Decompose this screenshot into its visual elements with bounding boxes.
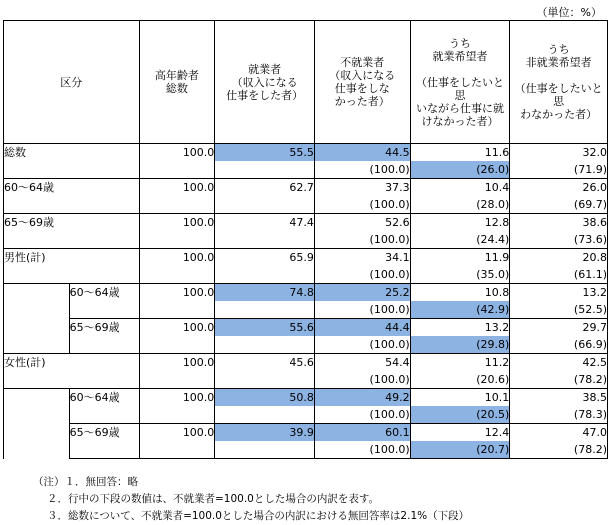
table-row xyxy=(4,179,608,197)
value-cell-sub: (20.5) xyxy=(410,406,510,424)
header-col-not-want-work: うち 非就業希望者 （仕事をしたいと思 わなかった者） xyxy=(510,21,608,144)
value-cell-sub xyxy=(139,336,215,354)
value-cell-sub xyxy=(215,161,315,179)
value-cell: 11.6 xyxy=(410,144,510,162)
value-cell: 47.0 xyxy=(510,424,608,442)
value-cell-sub: (73.6) xyxy=(510,231,608,249)
value-cell-sub: (52.5) xyxy=(510,301,608,319)
value-cell-sub: (28.0) xyxy=(410,196,510,214)
value-cell-sub xyxy=(139,371,215,389)
value-cell-sub xyxy=(215,441,315,459)
indent-spacer xyxy=(4,284,70,319)
row-label: 65～69歳 xyxy=(4,214,140,249)
value-cell-sub: (20.7) xyxy=(410,441,510,459)
value-cell-sub xyxy=(215,266,315,284)
value-cell: 11.2 xyxy=(410,354,510,372)
value-cell: 13.2 xyxy=(410,319,510,337)
value-cell-sub: (35.0) xyxy=(410,266,510,284)
value-cell-sub xyxy=(139,266,215,284)
table-row xyxy=(4,319,608,337)
value-cell-sub: (100.0) xyxy=(314,266,410,284)
header-col-not-employed: 不就業者 （収入になる 仕事をしな かった者） xyxy=(314,21,410,144)
value-cell: 55.6 xyxy=(215,319,315,337)
value-cell-sub: (78.2) xyxy=(510,371,608,389)
value-cell: 26.0 xyxy=(510,179,608,197)
value-cell: 12.8 xyxy=(410,214,510,232)
table-row xyxy=(4,354,608,372)
value-cell-sub: (69.7) xyxy=(510,196,608,214)
footnote-3: ３．総数について、不就業者=100.0とした場合の内訳における無回答率は2.1%（下段） xyxy=(47,510,470,522)
value-cell-sub xyxy=(139,161,215,179)
unit-label: （単位：%） xyxy=(536,6,602,19)
indent-spacer xyxy=(4,389,70,424)
row-label: 60～64歳 xyxy=(4,179,140,214)
header-category: 区分 xyxy=(4,21,140,144)
value-cell: 100.0 xyxy=(139,214,215,232)
value-cell: 65.9 xyxy=(215,249,315,267)
value-cell: 100.0 xyxy=(139,389,215,407)
value-cell: 47.4 xyxy=(215,214,315,232)
value-cell-sub: (71.9) xyxy=(510,161,608,179)
value-cell: 49.2 xyxy=(314,389,410,407)
value-cell: 38.5 xyxy=(510,389,608,407)
row-label: 60～64歳 xyxy=(69,389,139,424)
value-cell-sub: (100.0) xyxy=(314,371,410,389)
value-cell: 32.0 xyxy=(510,144,608,162)
value-cell: 20.8 xyxy=(510,249,608,267)
value-cell-sub xyxy=(215,371,315,389)
employment-table xyxy=(3,20,608,459)
value-cell-sub: (20.6) xyxy=(410,371,510,389)
value-cell-sub: (100.0) xyxy=(314,441,410,459)
footnote-2: ２．行中の下段の数値は、不就業者=100.0とした場合の内訳を表す。 xyxy=(47,493,380,505)
value-cell: 38.6 xyxy=(510,214,608,232)
footnotes xyxy=(33,474,469,525)
value-cell: 100.0 xyxy=(139,424,215,442)
value-cell-sub xyxy=(215,231,315,249)
row-label: 65～69歳 xyxy=(69,424,139,459)
table-row xyxy=(4,284,608,302)
value-cell-sub xyxy=(215,196,315,214)
value-cell: 10.8 xyxy=(410,284,510,302)
value-cell: 100.0 xyxy=(139,179,215,197)
value-cell-sub: (100.0) xyxy=(314,231,410,249)
value-cell-sub: (29.8) xyxy=(410,336,510,354)
value-cell-sub xyxy=(139,231,215,249)
value-cell-sub: (61.1) xyxy=(510,266,608,284)
value-cell-sub xyxy=(139,196,215,214)
value-cell: 60.1 xyxy=(314,424,410,442)
row-label: 65～69歳 xyxy=(69,319,139,354)
row-label: 男性(計) xyxy=(4,249,140,284)
value-cell-sub: (78.2) xyxy=(510,441,608,459)
table-row xyxy=(4,144,608,162)
value-cell-sub: (100.0) xyxy=(314,196,410,214)
value-cell: 100.0 xyxy=(139,249,215,267)
value-cell: 37.3 xyxy=(314,179,410,197)
value-cell: 10.4 xyxy=(410,179,510,197)
value-cell: 39.9 xyxy=(215,424,315,442)
value-cell: 100.0 xyxy=(139,319,215,337)
value-cell: 25.2 xyxy=(314,284,410,302)
value-cell: 45.6 xyxy=(215,354,315,372)
value-cell: 50.8 xyxy=(215,389,315,407)
value-cell-sub: (26.0) xyxy=(410,161,510,179)
header-col-total: 高年齢者 総数 xyxy=(139,21,215,144)
table-row xyxy=(4,249,608,267)
value-cell-sub: (100.0) xyxy=(314,336,410,354)
value-cell: 44.5 xyxy=(314,144,410,162)
value-cell-sub xyxy=(139,441,215,459)
value-cell-sub: (78.3) xyxy=(510,406,608,424)
value-cell: 29.7 xyxy=(510,319,608,337)
table-row xyxy=(4,389,608,407)
value-cell-sub xyxy=(139,301,215,319)
value-cell-sub: (100.0) xyxy=(314,301,410,319)
value-cell: 44.4 xyxy=(314,319,410,337)
value-cell: 13.2 xyxy=(510,284,608,302)
value-cell-sub: (66.9) xyxy=(510,336,608,354)
value-cell: 12.4 xyxy=(410,424,510,442)
value-cell: 54.4 xyxy=(314,354,410,372)
value-cell: 10.1 xyxy=(410,389,510,407)
table-body xyxy=(4,144,608,459)
value-cell: 74.8 xyxy=(215,284,315,302)
value-cell-sub: (42.9) xyxy=(410,301,510,319)
value-cell-sub xyxy=(215,301,315,319)
value-cell-sub xyxy=(139,406,215,424)
value-cell: 62.7 xyxy=(215,179,315,197)
row-label: 女性(計) xyxy=(4,354,140,389)
indent-spacer xyxy=(4,424,70,459)
row-label: 60～64歳 xyxy=(69,284,139,319)
value-cell: 11.9 xyxy=(410,249,510,267)
table-row xyxy=(4,214,608,232)
footnote-1: （注）１．無回答：略 xyxy=(33,476,138,488)
row-label: 総数 xyxy=(4,144,140,179)
header-col-employed: 就業者 （収入になる 仕事をした者） xyxy=(215,21,315,144)
indent-spacer xyxy=(4,319,70,354)
value-cell: 100.0 xyxy=(139,284,215,302)
value-cell: 100.0 xyxy=(139,144,215,162)
value-cell: 52.6 xyxy=(314,214,410,232)
value-cell-sub: (24.4) xyxy=(410,231,510,249)
value-cell-sub xyxy=(215,406,315,424)
value-cell-sub: (100.0) xyxy=(314,406,410,424)
table-row xyxy=(4,424,608,442)
header-col-want-work: うち 就業希望者 （仕事をしたいと思 いながら仕事に就 けなかった者） xyxy=(410,21,510,144)
value-cell: 100.0 xyxy=(139,354,215,372)
value-cell-sub xyxy=(215,336,315,354)
value-cell-sub: (100.0) xyxy=(314,161,410,179)
value-cell: 34.1 xyxy=(314,249,410,267)
value-cell: 55.5 xyxy=(215,144,315,162)
value-cell: 42.5 xyxy=(510,354,608,372)
